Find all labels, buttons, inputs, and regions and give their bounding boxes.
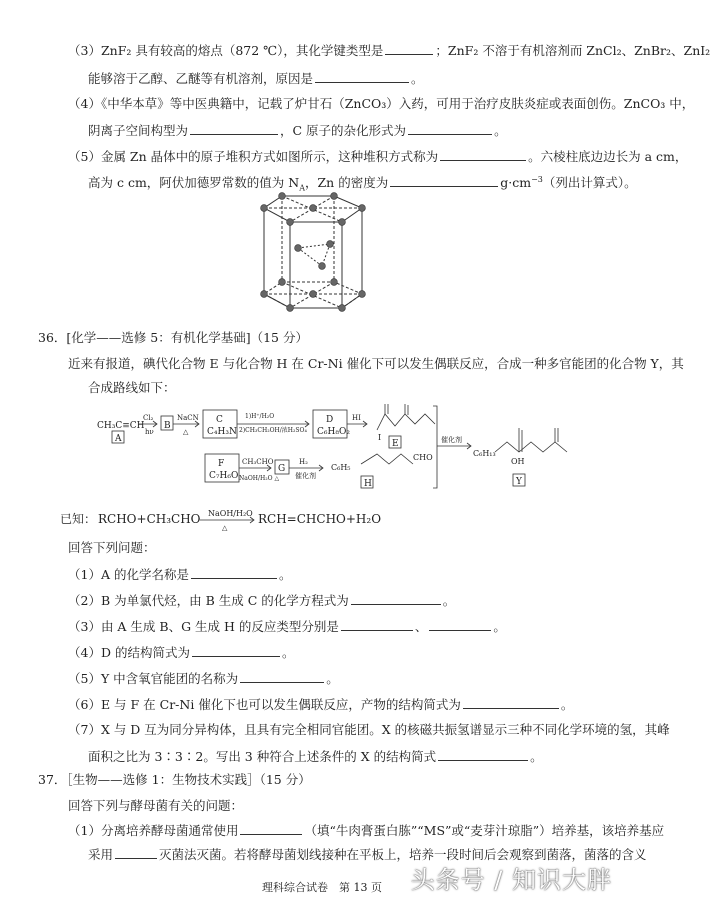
- label-y: Y: [516, 477, 522, 487]
- formula-f: C₇H₆O: [209, 471, 239, 481]
- label-d: D: [326, 415, 334, 425]
- answer-blank[interactable]: [240, 822, 302, 835]
- svg-text:HI: HI: [352, 414, 361, 422]
- answer-blank[interactable]: [240, 670, 324, 683]
- svg-text:CHO: CHO: [413, 453, 433, 462]
- structure-y: [495, 442, 567, 452]
- svg-text:Cl₂: Cl₂: [143, 414, 154, 422]
- hcp-crystal-figure: [250, 188, 390, 320]
- svg-text:RCHO+CH₃CHO: RCHO+CH₃CHO: [98, 512, 201, 526]
- svg-text:△: △: [183, 428, 189, 436]
- q36-title: 36．[化学——选修 5：有机化学基础]（15 分）: [38, 330, 308, 345]
- answer-blank[interactable]: [341, 618, 413, 631]
- answer-blank[interactable]: [191, 566, 277, 579]
- answer-blank[interactable]: [192, 644, 280, 657]
- answer-blank[interactable]: [315, 70, 409, 83]
- answer-prompt: 回答下列问题：: [68, 540, 156, 555]
- svg-text:CH₃CHO: CH₃CHO: [242, 458, 274, 466]
- svg-text:RCH=CHCHO+H₂O: RCH=CHCHO+H₂O: [258, 512, 382, 526]
- svg-text:hν: hν: [145, 428, 154, 436]
- q37-1-line2: 采用 灭菌法灭菌。若将酵母菌划线接种在平板上，培养一段时间后会观察到菌落，菌落的含义: [88, 847, 647, 862]
- q35-4-line1: （4）《中华本草》等中医典籍中，记载了炉甘石（ZnCO₃）入药，可用于治疗皮肤炎症或表面创伤。ZnCO₃ 中，: [68, 96, 695, 111]
- q36-7-line1: （7）X 与 D 互为同分异构体，且具有完全相同官能团。X 的核磁共振氢谱显示三种不同化学环境的氢，其峰: [68, 722, 670, 737]
- answer-blank[interactable]: [385, 42, 433, 55]
- svg-text:△: △: [222, 524, 228, 532]
- q36-4: （4）D 的结构简式为 。: [68, 645, 295, 660]
- svg-text:I: I: [378, 433, 382, 442]
- q35-3-line1: （3）ZnF₂ 具有较高的熔点（872 ℃），其化学键类型是 ；ZnF₂ 不溶于有机溶剂而 ZnCl₂、ZnBr₂、ZnI₂: [68, 43, 710, 58]
- formula-a: CH₃C≡CH: [97, 421, 145, 431]
- watermark: 头条号 / 知识大胖: [410, 866, 612, 894]
- answer-blank[interactable]: [438, 748, 528, 761]
- answer-blank[interactable]: [115, 846, 157, 859]
- q35-3-line2: 能够溶于乙醇、乙醚等有机溶剂，原因是 。: [88, 71, 424, 86]
- structure-h: [361, 454, 413, 464]
- svg-text:NaCN: NaCN: [177, 414, 199, 422]
- q35-5-line2: 高为 c cm，阿伏加德罗常数的值为 $N_A$，Zn 的密度为 $g\cdot cm^{-3}$（列出计算式）。: [88, 174, 637, 193]
- label-b: B: [164, 421, 171, 431]
- svg-text:H₂: H₂: [299, 458, 308, 466]
- q37-prompt: 回答下列与酵母菌有关的问题：: [68, 798, 244, 813]
- answer-blank[interactable]: [463, 696, 559, 709]
- q36-3: （3）由 A 生成 B、G 生成 H 的反应类型分别是 、 。: [68, 619, 506, 634]
- known-reaction: [60, 508, 380, 532]
- q36-intro-line2: 合成路线如下：: [88, 380, 176, 395]
- svg-text:已知：: 已知：: [60, 512, 97, 526]
- svg-text:C₆H₁₃: C₆H₁₃: [473, 449, 496, 458]
- label-f: F: [218, 459, 225, 469]
- svg-text:OH: OH: [511, 457, 525, 466]
- label-e: E: [392, 439, 399, 449]
- svg-text:NaOH/H₂O △: NaOH/H₂O △: [239, 475, 280, 482]
- label-g: G: [278, 464, 286, 474]
- q37-1-line1: （1）分离培养酵母菌通常使用 （填“牛肉膏蛋白胨”“MS”或“麦芽汁琼脂”）培养基，该培养基应: [68, 823, 665, 838]
- svg-text:催化剂: 催化剂: [441, 436, 462, 444]
- svg-text:2)CH₃CH₂OH/浓H₂SO₄: 2)CH₃CH₂OH/浓H₂SO₄: [239, 427, 307, 434]
- answer-blank[interactable]: [408, 122, 492, 135]
- q37-title: 37．［生物——选修 1：生物技术实践］（15 分）: [38, 772, 311, 787]
- svg-text:1)H⁺/H₂O: 1)H⁺/H₂O: [245, 413, 275, 420]
- q35-4-line2: 阴离子空间构型为 ，C 原子的杂化形式为 。: [88, 123, 507, 138]
- page-footer: 理科综合试卷 第 13 页: [262, 881, 382, 894]
- q36-7-line2: 面积之比为 3∶3∶2。写出 3 种符合上述条件的 X 的结构简式 。: [88, 749, 543, 764]
- answer-blank[interactable]: [390, 174, 498, 187]
- q36-1: （1）A 的化学名称是 。: [68, 567, 292, 582]
- answer-blank[interactable]: [351, 592, 441, 605]
- label-a: A: [115, 434, 122, 444]
- answer-blank[interactable]: [429, 618, 491, 631]
- q36-5: （5）Y 中含氧官能团的名称为 。: [68, 671, 339, 686]
- label-c: C: [216, 415, 223, 425]
- q36-2: （2）B 为单氯代烃，由 B 生成 C 的化学方程式为 。: [68, 593, 456, 608]
- structure-e: [377, 414, 405, 430]
- q35-5-line1: （5）金属 Zn 晶体中的原子堆积方式如图所示，这种堆积方式称为 。六棱柱底边边长为 a cm，: [68, 149, 688, 164]
- svg-text:C₆H₅: C₆H₅: [331, 463, 351, 472]
- formula-c: C₄H₃N: [207, 427, 237, 437]
- label-h: H: [364, 479, 372, 489]
- svg-text:催化剂: 催化剂: [295, 472, 316, 480]
- q36-6: （6）E 与 F 在 Cr-Ni 催化下也可以发生偶联反应，产物的结构简式为 。: [68, 697, 574, 712]
- answer-blank[interactable]: [190, 122, 278, 135]
- synthesis-scheme: [95, 398, 615, 498]
- formula-d: C₆H₈O₂: [317, 427, 350, 437]
- q36-intro-line1: 近来有报道，碘代化合物 E 与化合物 H 在 Cr-Ni 催化下可以发生偶联反应，合成一种多官能团的化合物 Y，其: [68, 356, 684, 371]
- svg-text:NaOH/H₂O: NaOH/H₂O: [208, 509, 253, 518]
- answer-blank[interactable]: [440, 148, 526, 161]
